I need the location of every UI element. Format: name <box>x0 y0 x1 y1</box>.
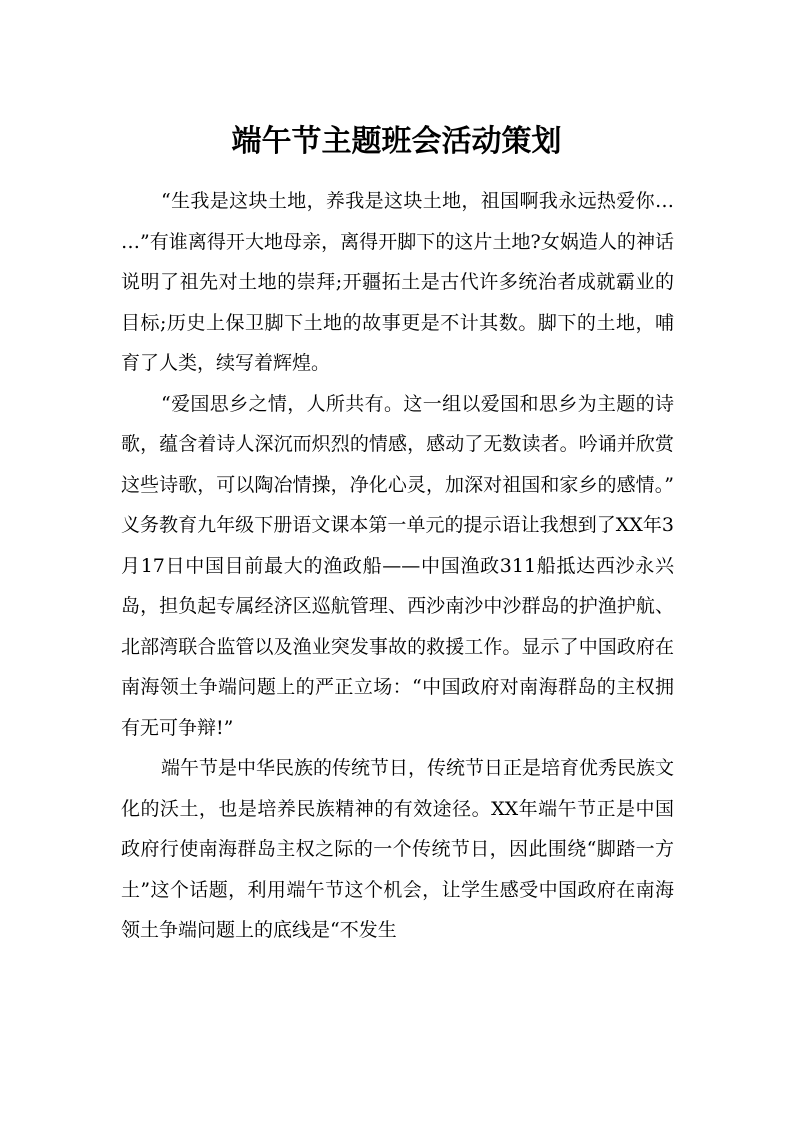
paragraph-1: “生我是这块土地，养我是这块土地，祖国啊我永远热爱你……”有谁离得开大地母亲，离得开脚下的这片土地?女娲造人的神话说明了祖先对土地的崇拜;开疆拓土是古代许多统治者成就霸业的目标;历史上保卫脚下土地的故事更是不计其数。脚下的土地，哺育了人类，续写着辉煌。 <box>121 190 674 374</box>
document-body <box>121 181 674 951</box>
paragraph-3: 端午节是中华民族的传统节日，传统节日正是培育优秀民族文化的沃土，也是培养民族精神的有效途径。XX年端午节正是中国政府行使南海群岛主权之际的一个传统节日，因此围绕“脚踏一方土”这个话题，利用端午节这个机会，让学生感受中国政府在南海领土争端问题上的底线是“不发生 <box>121 757 675 941</box>
document-title: 端午节主题班会活动策划 <box>231 124 562 159</box>
paragraph-2: “爱国思乡之情，人所共有。这一组以爱国和思乡为主题的诗歌，蕴含着诗人深沉而炽烈的情感，感动了无数读者。吟诵并欣赏这些诗歌，可以陶冶情操，净化心灵，加深对祖国和家乡的感情。”义务教育九年级下册语文课本第一单元的提示语让我想到了XX年3月17日中国目前最大的渔政船——中国渔政311船抵达西沙永兴岛，担负起专属经济区巡航管理、西沙南沙中沙群岛的护渔护航、北部湾联合监管以及渔业突发事故的救援工作。显示了中国政府在南海领土争端问题上的严正立场：“中国政府对南海群岛的主权拥有无可争辩!” <box>121 392 674 739</box>
